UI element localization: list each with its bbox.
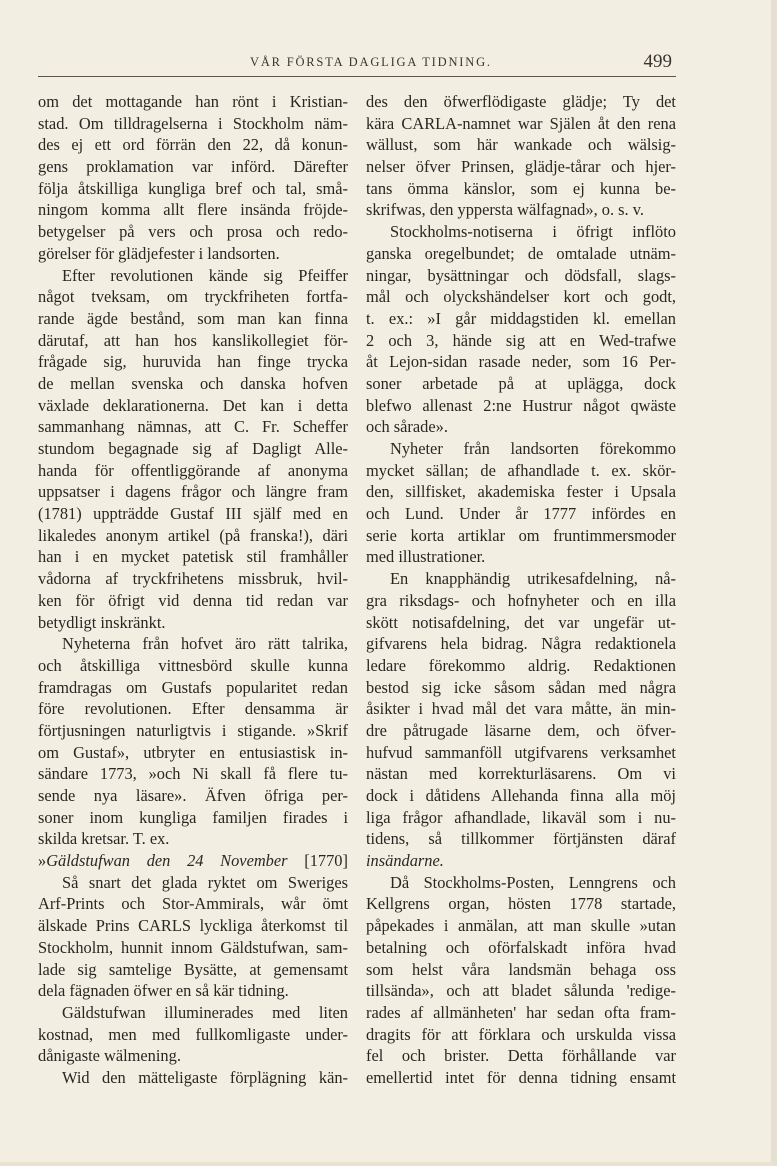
dateline-part: » (38, 851, 47, 871)
text-line: ganska oregelbundet; de omtalade utnäm- (366, 243, 676, 263)
text-line: dånigaste wälmening. (38, 1046, 181, 1066)
text-line: kostnad, men med fullkomligaste under- (38, 1024, 348, 1044)
text-line: (1781) uppträdde Gustaf III själf med en (38, 504, 348, 524)
text-line: soner arbetade på at uplägga, dock (366, 373, 676, 393)
text-line: Wid den mätteligaste förplägning kän- (62, 1067, 348, 1087)
text-line: därutaf, att han hos kanslikollegiet för- (38, 330, 348, 350)
text-line: och åtskilliga vittnesbörd skulle kunna (38, 655, 348, 675)
text-line: dock i dåtidens Allehanda finna alla möj (366, 786, 676, 805)
text-line: uppsatser i dagens frågor och längre fram (38, 482, 348, 502)
text-line: betydligt inskränkt. (38, 612, 166, 632)
text-line: betygelser på vers och prosa och redo- (38, 222, 348, 242)
page-number: 499 (643, 51, 672, 72)
text-line: följa åtskilliga kungliga bref och tal, små- (38, 178, 348, 198)
text-line: framdragas om Gustafs popularitet redan (38, 677, 348, 697)
text-line: gra riksdags- och hofnyheter och en illa (366, 590, 676, 610)
text-line: växlade deklarationerna. Det kan i detta (38, 395, 348, 415)
text-line: soner inom kungliga familjen firades i (38, 807, 348, 827)
text-line: nästan med korrekturläsarens. Om vi (366, 764, 676, 784)
text-line: 2 och 3, hände sig att en Wed-trafwe (366, 330, 676, 350)
text-line: dre påtrugade läsarne dem, och öfver- (366, 720, 676, 740)
text-line: ningom komma allt flere insända fröjde- (38, 200, 348, 220)
text-line: fel och brister. Detta förhållande var (366, 1046, 676, 1066)
text-line: handa för offentliggörande af anonyma (38, 460, 348, 480)
text-line: ningar, bysättningar och dödsfall, slags- (366, 265, 676, 285)
text-line: och sårade». (366, 417, 448, 437)
text-line: Stockholm, hunnit innom Gäldstufwan, sam- (38, 937, 348, 957)
text-line: Nyheter från landsorten förekommo (390, 439, 676, 458)
text-line: med illustrationer. (366, 547, 486, 567)
text-line: liga frågor afhandlade, likaväl som i nu- (366, 807, 676, 827)
text-line: wällust, som här wankade och wälsig- (366, 135, 676, 155)
text-line: blefwo allenast 2:ne Hustrur något qwäste (366, 395, 676, 415)
text-line: ken för öfrigt vid denna tid redan var (38, 590, 348, 610)
text-line: rande ägde bestånd, som man kan finna (38, 308, 348, 328)
text-line: Kellgrens organ, hösten 1778 startade, (366, 894, 676, 914)
text-line: Då Stockholms-Posten, Lenngrens och (390, 872, 676, 892)
text-line: lade sig samtelige Bysätte, at gemensamt (38, 959, 348, 979)
text-line: något tveksam, om tryckfriheten fortfa- (38, 287, 348, 307)
text-line: före revolutionen. Efter densamma är (38, 699, 348, 719)
text-line: stad. Om tilldragelserna i Stockholm näm- (38, 113, 348, 133)
text-line: förtjusningen naturligtvis i stigande. »Skrif (38, 720, 348, 740)
text-line: Efter revolutionen kände sig Pfeiffer (62, 265, 348, 285)
text-line: Arf-Prints och Stor-Ammirals, wår ömt (38, 894, 348, 914)
text-line: om det mottagande han rönt i Kristian- (38, 92, 348, 111)
text-line: ledare förekommo aldrig. Redaktionen (366, 655, 676, 675)
text-line: om Gustaf», utbryter en entusiastisk in- (38, 742, 348, 762)
text-line: dragits för att förklara och urskulda vissa (366, 1024, 676, 1044)
text-line: de mellan svenska och danska hofven (38, 373, 348, 393)
text-line: des den öfwerflödigaste glädje; Ty det (366, 92, 676, 111)
text-line: Stockholms-notiserna i öfrigt inflöto (390, 222, 676, 242)
text-line: och Lund. Under år 1777 infördes en (366, 504, 676, 524)
text-line: skilda kretsar. T. ex. (38, 829, 170, 849)
text-line: mål och olyckshändelser kort och godt, (366, 287, 676, 307)
text-line: mycket sällan; de afhandlade t. ex. skör- (366, 460, 676, 480)
text-line: den, sillfisket, akademiska fester i Upsala (366, 482, 676, 502)
text-line: frågade sig, huruvida han finge trycka (38, 352, 348, 372)
text-line: han i en mycket patetisk stil framhåller (38, 547, 348, 567)
text-line: Så snart det glada ryktet om Sweriges (62, 872, 348, 892)
dateline-part: November (220, 851, 288, 871)
dateline (38, 850, 348, 872)
text-line: åsikter i hvad mål det vara måtte, än min- (366, 699, 676, 719)
text-line: påpekades i anmälan, att man skulle »utan (366, 916, 676, 936)
text-line: nelser öfver Prinsen, glädje-tårar och hjer- (366, 157, 676, 177)
left-column (38, 91, 348, 1089)
text-line: t. ex.: »I går middagstiden kl. emellan (366, 308, 676, 328)
text-line: åt Lejon-sidan rasade neder, som 16 Per- (366, 352, 676, 372)
text-line: kära CARLA-namnet war Själen åt den rena (366, 113, 676, 133)
text-line: som helst våra landsmän behaga oss (366, 959, 676, 979)
dateline-part: Gäldstufwan (46, 851, 130, 871)
text-line: Gäldstufwan illuminerades med liten (62, 1002, 348, 1022)
running-title: VÅR FÖRSTA DAGLIGA TIDNING. (250, 55, 492, 69)
dateline-part: [1770] (304, 851, 348, 871)
text-line: likaledes anonym artikel (på franska!), däri (38, 525, 348, 545)
text-line: des ej ett ord förrän den 22, då konun- (38, 135, 348, 155)
text-line: sändare 1773, »och Ni skall få flere tu- (38, 764, 348, 784)
text-line: sende nya läsare». Äfven öfriga per- (38, 786, 348, 805)
dateline-part: den (146, 851, 171, 871)
text-line: sammanhang nämnas, att C. Fr. Scheffer (38, 417, 348, 437)
text-line: dela fägnaden öfwer en så kär tidning. (38, 981, 289, 1001)
text-line: serie korta artiklar om fruntimmersmoder (366, 525, 676, 545)
text-line: hufvud sammanföll utgifvarens verksamhet (366, 742, 676, 762)
header-rule (38, 76, 676, 77)
text-line: gifvarens hela bidrag. Några redaktionela (366, 634, 676, 654)
text-line: Nyheterna från hofvet äro rätt talrika, (62, 634, 348, 654)
text-line: görelser för glädjefester i landsorten. (38, 243, 280, 263)
text-line: insändarne. (366, 851, 444, 871)
text-line: tans ömma känslor, som ej kunna be- (366, 178, 676, 198)
text-line: tillsända», och att bladet sålunda 'redige- (366, 981, 676, 1001)
text-line: betalning och oförfalskadt införa hvad (366, 937, 676, 957)
dateline-part: 24 (187, 851, 204, 871)
right-column (366, 91, 676, 1089)
text-line: älskade Prins CARLS lyckliga återkomst til (38, 916, 348, 936)
text-line: emellertid intet för denna tidning ensamt (366, 1067, 676, 1087)
text-line: En knapphändig utrikesafdelning, nå- (390, 569, 676, 589)
dateline-word (38, 850, 130, 872)
text-line: tidens, så tillkommer förtjänsten däraf (366, 829, 676, 849)
page-header (38, 52, 676, 78)
text-line: skrifwas, den yppersta wälfagnad», o. s. v. (366, 200, 644, 220)
text-line: skött notisafdelning, det var ungefär ut- (366, 612, 676, 632)
text-line: rades af allmänheten' har sedan ofta fram- (366, 1002, 676, 1022)
text-line: bestod sig icke såsom sådan med några (366, 677, 676, 697)
text-line: gens proklamation var införd. Därefter (38, 157, 348, 177)
text-line: vådorna af tryckfrihetens missbruk, hvil- (38, 569, 348, 589)
text-line: stundom begagnade sig af Dagligt Alle- (38, 439, 348, 458)
